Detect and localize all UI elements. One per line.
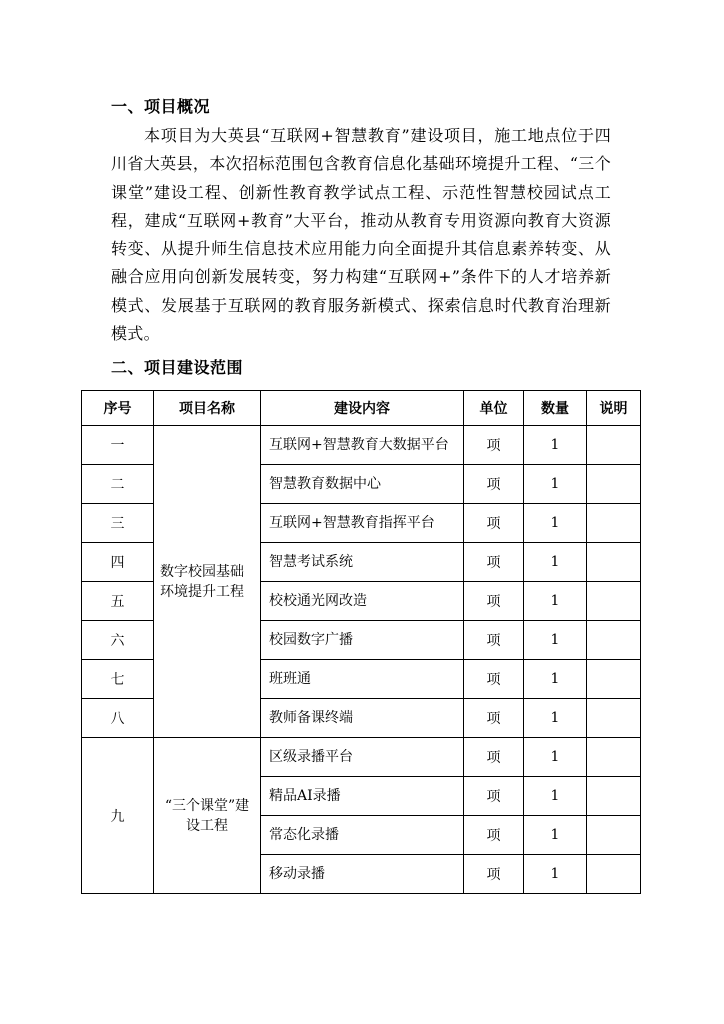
row-no: 七 [82,660,154,699]
row-unit: 项 [464,621,524,660]
row-content: 互联网+智慧教育指挥平台 [261,504,464,543]
row-quantity: 1 [524,699,587,738]
row-no: 二 [82,465,154,504]
row-no: 五 [82,582,154,621]
row-quantity: 1 [524,504,587,543]
scope-table [81,390,641,894]
row-content: 移动录播 [261,855,464,894]
row-unit: 项 [464,699,524,738]
project-name-digital-campus: 数字校园基础环境提升工程 [154,426,261,738]
row-content: 互联网+智慧教育大数据平台 [261,426,464,465]
row-note [587,855,641,894]
row-note [587,777,641,816]
row-quantity: 1 [524,660,587,699]
row-quantity: 1 [524,582,587,621]
row-note [587,465,641,504]
row-content: 智慧教育数据中心 [261,465,464,504]
header-note: 说明 [587,391,641,426]
row-content: 常态化录播 [261,816,464,855]
table-row [82,738,641,777]
row-no: 一 [82,426,154,465]
row-note [587,582,641,621]
row-quantity: 1 [524,426,587,465]
section-heading-scope: 二、项目建设范围 [111,358,244,377]
row-unit: 项 [464,660,524,699]
row-unit: 项 [464,738,524,777]
overview-paragraph: 本项目为大英县“互联网+智慧教育”建设项目，施工地点位于四川省大英县，本次招标范围包含教育信息化基础环境提升工程、“三个课堂”建设工程、创新性教育教学试点工程、示范性智慧校园试点工程，建成“互联网+教育”大平台，推动从教育专用资源向教育大资源转变、从提升师生信息技术应用能力向全面提升其信息素养转变、从融合应用向创新发展转变，努力构建“互联网+”条件下的人才培养新模式、发展基于互联网的教育服务新模式、探索信息时代教育治理新模式。 [111,126,611,344]
row-no: 六 [82,621,154,660]
row-note [587,816,641,855]
row-content: 区级录播平台 [261,738,464,777]
row-no-group: 九 [82,738,154,894]
row-no: 三 [82,504,154,543]
row-unit: 项 [464,816,524,855]
row-note [587,543,641,582]
row-content: 智慧考试系统 [261,543,464,582]
header-quantity: 数量 [524,391,587,426]
row-unit: 项 [464,855,524,894]
row-quantity: 1 [524,621,587,660]
header-content: 建设内容 [261,391,464,426]
row-quantity: 1 [524,543,587,582]
row-quantity: 1 [524,777,587,816]
header-no: 序号 [82,391,154,426]
row-unit: 项 [464,465,524,504]
row-note [587,699,641,738]
row-unit: 项 [464,504,524,543]
row-content: 教师备课终端 [261,699,464,738]
row-unit: 项 [464,777,524,816]
row-unit: 项 [464,582,524,621]
row-unit: 项 [464,543,524,582]
row-no: 四 [82,543,154,582]
row-note [587,504,641,543]
table-row [82,426,641,465]
row-quantity: 1 [524,465,587,504]
row-note [587,738,641,777]
row-quantity: 1 [524,816,587,855]
row-content: 精品AI录播 [261,777,464,816]
row-content: 校校通光网改造 [261,582,464,621]
project-name-three-classrooms: “三个课堂”建设工程 [154,738,261,894]
row-unit: 项 [464,426,524,465]
row-no: 八 [82,699,154,738]
row-note [587,660,641,699]
row-note [587,621,641,660]
table-header-row [82,391,641,426]
row-quantity: 1 [524,738,587,777]
row-quantity: 1 [524,855,587,894]
row-content: 班班通 [261,660,464,699]
section-heading-overview: 一、项目概况 [111,97,211,116]
row-note [587,426,641,465]
row-content: 校园数字广播 [261,621,464,660]
header-unit: 单位 [464,391,524,426]
header-project-name: 项目名称 [154,391,261,426]
